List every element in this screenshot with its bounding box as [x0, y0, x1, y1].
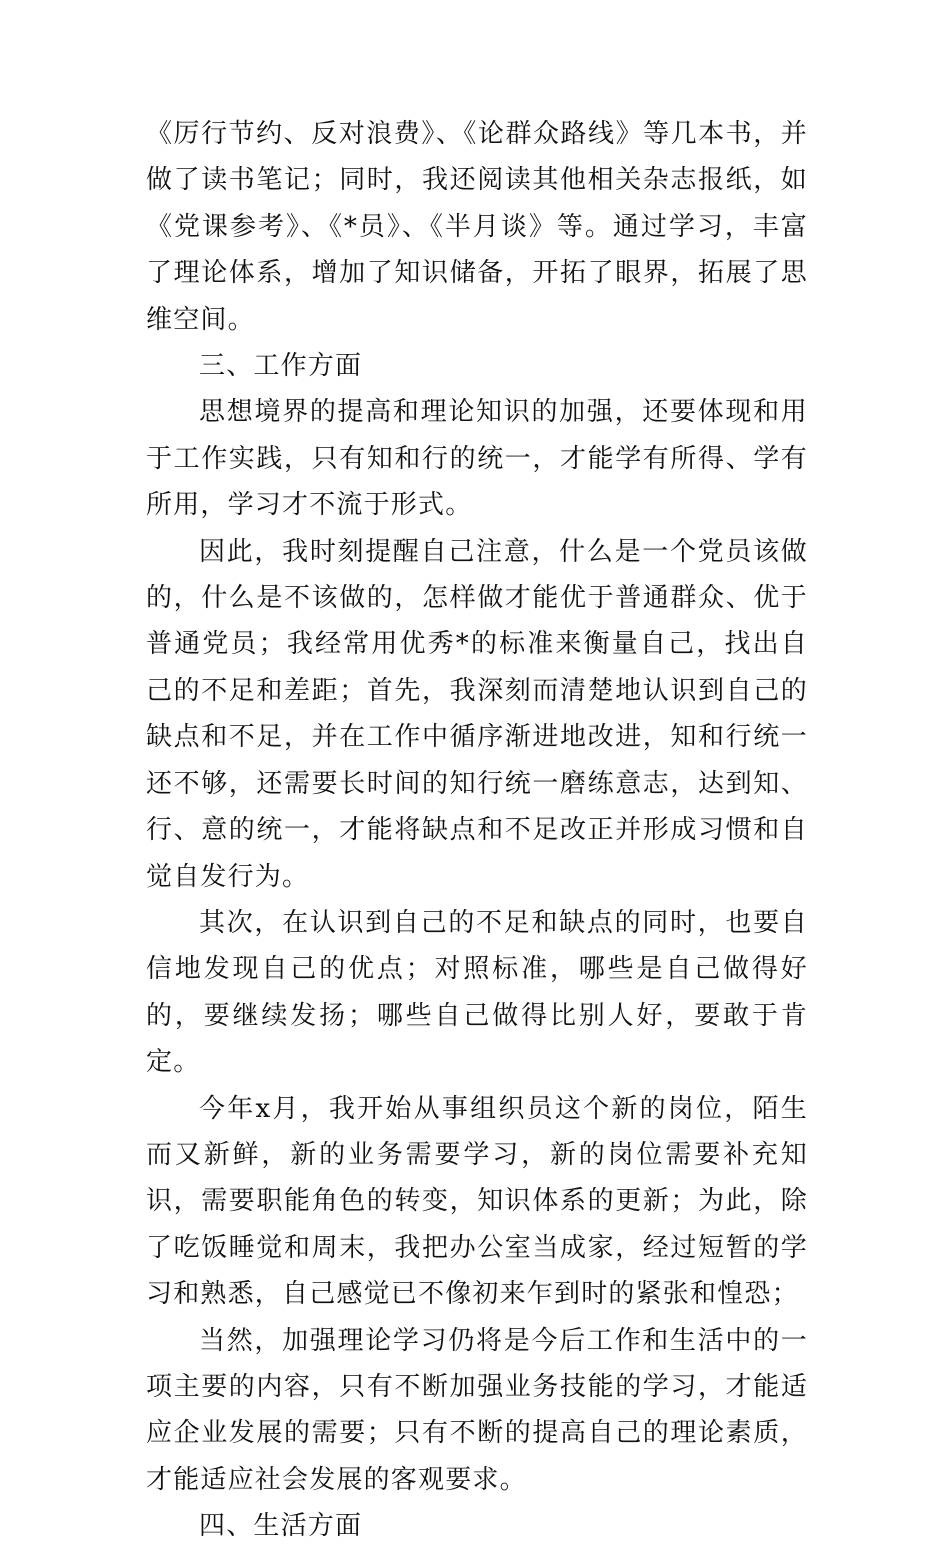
paragraph-new-position: 今年x月，我开始从事组织员这个新的岗位，陌生而又新鲜，新的业务需要学习，新的岗位需要补充知识，需要职能角色的转变，知识体系的更新；为此，除了吃饭睡觉和周末，我把办公室当成家，经过短暂的学习和熟悉，自己感觉已不像初来乍到时的紧张和惶恐； — [146, 1093, 808, 1310]
paragraph-theory-practice: 思想境界的提高和理论知识的加强，还要体现和用于工作实践，只有知和行的统一，才能学有所得、学有所用，学习才不流于形式。 — [146, 397, 808, 521]
section-heading-work: 三、工作方面 — [199, 351, 363, 382]
section-heading-life: 四、生活方面 — [199, 1511, 363, 1542]
paragraph-reading-list: 《厉行节约、反对浪费》、《论群众路线》等几本书，并做了读书笔记；同时，我还阅读其他相关杂志报纸，如《党课参考》、《*员》、《半月谈》等。通过学习，丰富了理论体系，增加了知识储备，开拓了眼界，拓展了思维空间。 — [146, 119, 808, 335]
document-body — [146, 111, 808, 1550]
paragraph-self-reminder: 因此，我时刻提醒自己注意，什么是一个党员该做的，什么是不该做的，怎样做才能优于普通群众、优于普通党员；我经常用优秀*的标准来衡量自己，找出自己的不足和差距；首先，我深刻而清楚地认识到自己的缺点和不足，并在工作中循序渐进地改进，知和行统一还不够，还需要长时间的知行统一磨练意志，达到知、行、意的统一，才能将缺点和不足改正并形成习惯和自觉自发行为。 — [146, 536, 808, 892]
paragraph-continued-study: 当然，加强理论学习仍将是今后工作和生活中的一项主要的内容，只有不断加强业务技能的学习，才能适应企业发展的需要；只有不断的提高自己的理论素质，才能适应社会发展的客观要求。 — [146, 1325, 808, 1495]
paragraph-strengths: 其次，在认识到自己的不足和缺点的同时，也要自信地发现自己的优点；对照标准，哪些是自己做得好的，要继续发扬；哪些自己做得比别人好，要敢于肯定。 — [146, 907, 808, 1078]
